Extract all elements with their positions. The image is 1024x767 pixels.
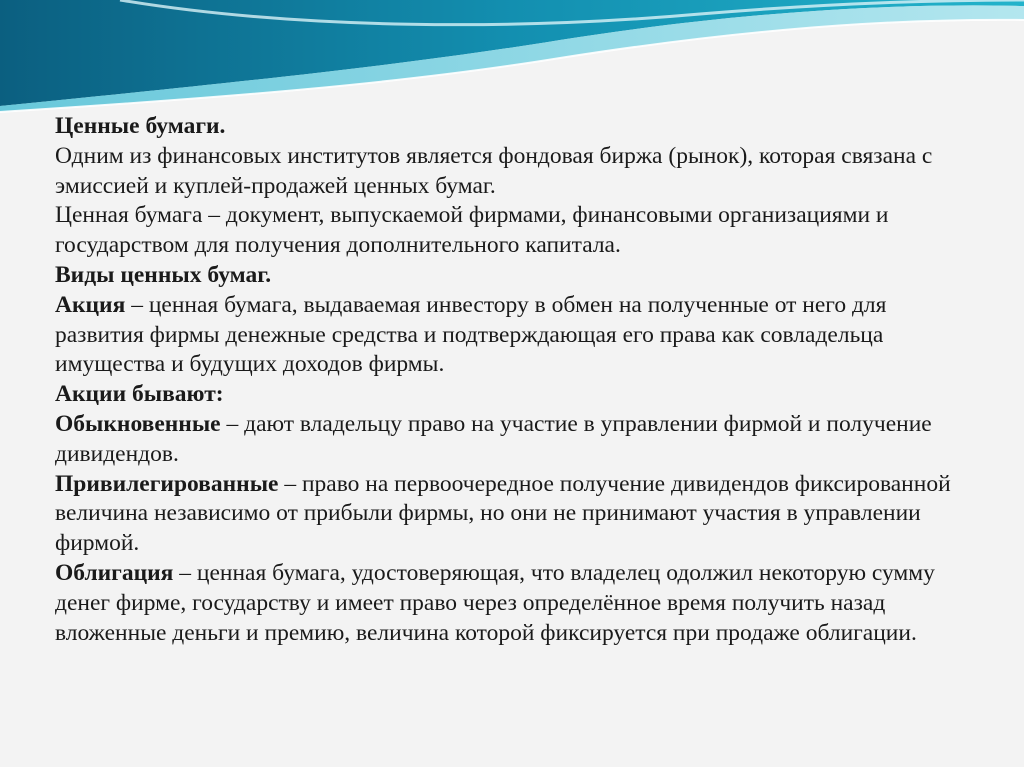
paragraph-security-definition: Ценная бумага – документ, выпускаемой фирмами, финансовыми организациями и государством для получения дополнительного капитала.	[55, 202, 889, 259]
slide-body	[55, 112, 955, 648]
share-term: Акция	[55, 291, 126, 318]
share-paragraph	[55, 291, 955, 380]
types-heading: Виды ценных бумаг.	[55, 261, 272, 288]
bond-definition: – ценная бумага, удостоверяющая, что владелец одолжил некоторую сумму денег фирме, государству и имеет право через определённое время получить назад вложенные деньги и премию, величина которой фиксируется при продаже облигации.	[55, 559, 935, 646]
ordinary-term: Обыкновенные	[55, 410, 221, 437]
ordinary-paragraph	[55, 410, 955, 470]
preferred-term: Привилегированные	[55, 470, 279, 497]
preferred-definition: – право на первоочередное получение дивидендов фиксированной величина независимо от прибыли фирмы, но они не принимают участия в управлении фирмой.	[55, 470, 951, 557]
paragraph-exchange: Одним из финансовых институтов является фондовая биржа (рынок), которая связана с эмиссией и куплей-продажей ценных бумаг.	[55, 142, 933, 199]
ordinary-definition: – дают владельцу право на участие в управлении фирмой и получение дивидендов.	[55, 410, 932, 467]
slide-title: Ценные бумаги.	[55, 113, 226, 139]
header-wave-decoration	[0, 0, 1024, 130]
bond-term: Облигация	[55, 559, 174, 586]
bond-paragraph	[55, 559, 955, 648]
share-definition: – ценная бумага, выдаваемая инвестору в обмен на полученные от него для развития фирмы денежные средства и подтверждающая его права как совладельца имущества и будущих доходов фирмы.	[55, 291, 887, 378]
preferred-paragraph	[55, 470, 955, 559]
shares-heading: Акции бывают:	[55, 381, 224, 408]
